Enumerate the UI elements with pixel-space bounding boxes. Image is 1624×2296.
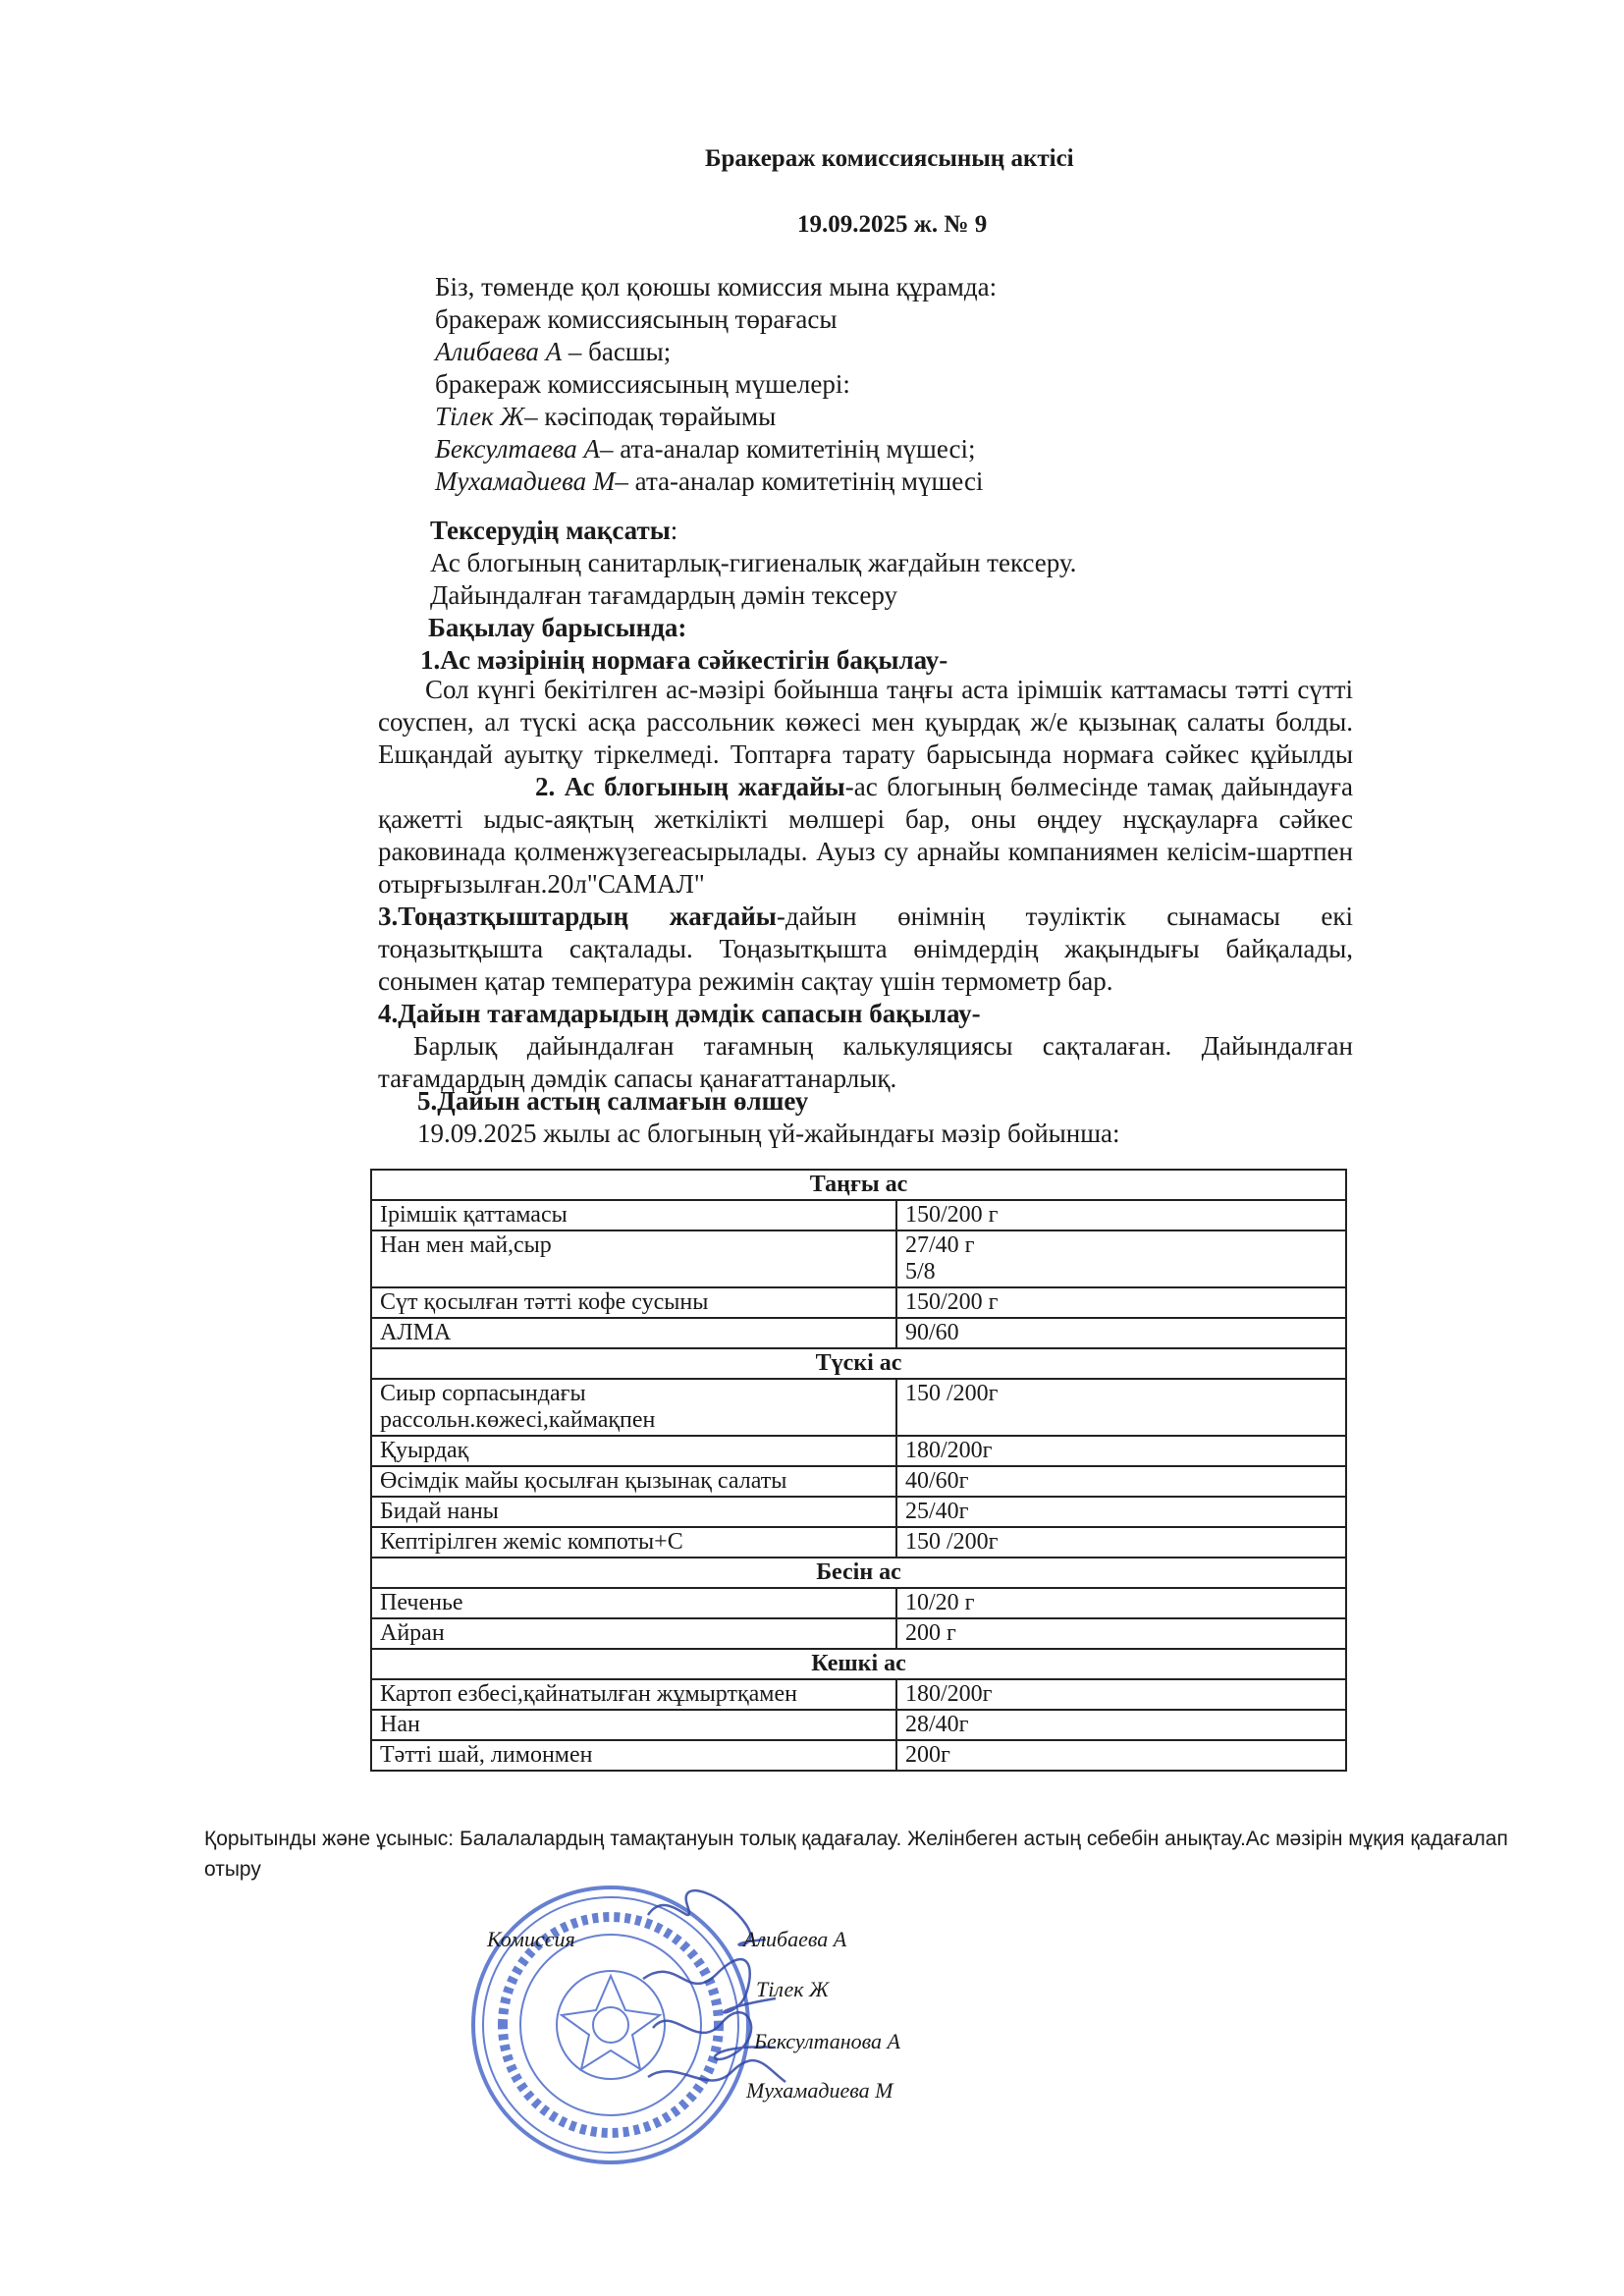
purpose-colon: :: [670, 516, 678, 545]
section1-heading: 1.Ас мәзірінің нормаға сәйкестігін бақылау-: [420, 645, 948, 675]
amount-cell: 150/200 г: [896, 1287, 1346, 1318]
amount-cell: 200 г: [896, 1618, 1346, 1649]
members-label: бракераж комиссиясының мүшелері:: [435, 369, 850, 399]
conclusion-line: Қорытынды және ұсыныс: Балалалардың тамақтануын толық қадағалау. Желінбеген астың себебін анықтау.Ас мәзірін мұқия қадағалап: [204, 1828, 1508, 1850]
section5-text: 19.09.2025 жылы ас блогының үй-жайындағы мәзір бойынша:: [417, 1119, 1120, 1148]
section2-heading: 2. Ас блогының жағдайы: [535, 772, 845, 801]
member-line: [435, 433, 975, 465]
amount-cell: 180/200г: [896, 1436, 1346, 1466]
chair-role: – басшы;: [562, 337, 672, 366]
member-role: – ата-аналар комитетінің мүшесі: [615, 466, 984, 496]
dish-cell: Нан мен май,сыр: [371, 1230, 896, 1287]
dish-cell: Өсімдік майы қосылған қызынақ салаты: [371, 1466, 896, 1497]
section-row: [371, 1558, 1346, 1588]
observation-heading: Бақылау барысында:: [428, 613, 687, 642]
committee-intro: Біз, төменде қол қоюшы комиссия мына құрамда:: [435, 272, 998, 301]
dish-cell: Қуырдақ: [371, 1436, 896, 1466]
amount-cell: [896, 1230, 1346, 1287]
dish-line: рассольн.көжесі,каймақпен: [380, 1407, 656, 1433]
chair-name: Алибаева А: [435, 337, 563, 366]
member-line: [435, 465, 983, 498]
conclusion-line: отыру: [204, 1858, 261, 1881]
amount-cell: 28/40г: [896, 1710, 1346, 1740]
section-title: Кешкі ас: [371, 1649, 1346, 1679]
amount-line: 5/8: [905, 1259, 936, 1285]
table-row: [371, 1200, 1346, 1230]
purpose-item: Ас блогының санитарлық-гигиеналық жағдайын тексеру.: [430, 548, 1077, 577]
dish-cell: Печенье: [371, 1588, 896, 1618]
table-row: [371, 1466, 1346, 1497]
table-row: [371, 1436, 1346, 1466]
dish-line: Сиыр сорпасындағы: [380, 1381, 586, 1406]
section-title: Бесін ас: [371, 1558, 1346, 1588]
dish-cell: [371, 1379, 896, 1436]
dish-cell: Нан: [371, 1710, 896, 1740]
section-title: Түскі ас: [371, 1348, 1346, 1379]
section3-heading: 3.Тоңазтқыштардың жағдайы: [378, 902, 777, 931]
dish-cell: Айран: [371, 1618, 896, 1649]
signature-label: Комиссия: [487, 1927, 575, 1951]
section-row: [371, 1649, 1346, 1679]
signature-name: Бексултанова А: [754, 2029, 900, 2053]
section3-text: -дайын өнімнің тәуліктік сынамасы екі тоңазытқышта сақталады. Тоңазытқышта өнімдердің жақындығы байқалады, сонымен қатар температура режимін сақтау үшін термометр бар.: [378, 902, 1353, 996]
dish-cell: Ірімшік қаттамасы: [371, 1200, 896, 1230]
amount-cell: 150 /200г: [896, 1379, 1346, 1436]
purpose-heading: Тексерудің мақсаты: [430, 516, 671, 545]
signature-name: Тілек Ж: [756, 1977, 830, 2001]
purpose-item: Дайындалған тағамдардың дәмін тексеру: [430, 580, 898, 610]
amount-cell: 150/200 г: [896, 1200, 1346, 1230]
section-row: [371, 1170, 1346, 1200]
document-title: Бракераж комиссиясының актісі: [705, 145, 1074, 172]
member-name: Мухамадиева М: [435, 466, 616, 496]
table-row: [371, 1318, 1346, 1348]
section5-heading: 5.Дайын астың салмағын өлшеу: [417, 1086, 809, 1116]
section4-heading: 4.Дайын тағамдарыдың дәмдік сапасын бақылау-: [378, 999, 981, 1028]
amount-cell: 25/40г: [896, 1497, 1346, 1527]
section-row: [371, 1348, 1346, 1379]
amount-cell: 150 /200г: [896, 1527, 1346, 1558]
amount-line: 27/40 г: [905, 1232, 975, 1258]
document-date-number: 19.09.2025 ж. № 9: [797, 211, 988, 238]
member-role: – кәсіподақ төрайымы: [524, 402, 777, 431]
signature-name: Мухамадиева М: [746, 2078, 893, 2103]
section1-text: Сол күнгі бекітілген ас-мәзірі бойынша таңғы аста ірімшік каттамасы тәтті сүтті соуспен, ал түскі асқа рассольник көжесі мен қуырдақ ж/е қызынақ салаты болды. Ешқандай ауытқу тіркелмеді. Топтарға тарату барысында нормаға сәйкес құйылды: [378, 675, 1353, 769]
member-role: – ата-аналар комитетінің мүшесі;: [599, 434, 976, 464]
purpose-heading-line: [430, 515, 677, 547]
dish-cell: Кептірілген жеміс компоты+С: [371, 1527, 896, 1558]
table-row: [371, 1287, 1346, 1318]
dish-cell: Тәтті шай, лимонмен: [371, 1740, 896, 1771]
dish-cell: АЛМА: [371, 1318, 896, 1348]
table-row: [371, 1618, 1346, 1649]
table-row: [371, 1379, 1346, 1436]
table-row: [371, 1527, 1346, 1558]
table-row: [371, 1679, 1346, 1710]
table-row: [371, 1740, 1346, 1771]
dish-cell: Картоп езбесі,қайнатылған жұмыртқамен: [371, 1679, 896, 1710]
amount-cell: 40/60г: [896, 1466, 1346, 1497]
amount-cell: 200г: [896, 1740, 1346, 1771]
member-name: Тілек Ж: [435, 402, 525, 431]
dish-cell: Бидай наны: [371, 1497, 896, 1527]
chair-label: бракераж комиссиясының төрағасы: [435, 304, 838, 334]
section4-text: Барлық дайындалған тағамның калькуляциясы сақталаған. Дайындалған тағамдардың дәмдік сапасы қанағаттанарлық.: [378, 1031, 1353, 1093]
amount-cell: 10/20 г: [896, 1588, 1346, 1618]
menu-table: [370, 1169, 1347, 1772]
table-row: [371, 1588, 1346, 1618]
observation-paragraph: [378, 674, 1353, 901]
table-row: [371, 1230, 1346, 1287]
section2-text: -ас блогының бөлмесінде тамақ дайындауға қажетті ыдыс-аяқтың жеткілікті мөлшері бар, оны өңдеу нұсқауларға сәйкес раковинада қолменжүзегеасырылады. Ауыз су арнайы компаниямен келісім-шартпен отырғызылған.20л"САМАЛ": [378, 772, 1353, 899]
table-row: [371, 1497, 1346, 1527]
amount-cell: 90/60: [896, 1318, 1346, 1348]
dish-cell: Сүт қосылған тәтті кофе сусыны: [371, 1287, 896, 1318]
section-title: Таңғы ас: [371, 1170, 1346, 1200]
signature-name: Алибаева А: [743, 1927, 847, 1951]
chair-line: [435, 336, 671, 368]
member-name: Бексултаева А: [435, 434, 600, 464]
table-row: [371, 1710, 1346, 1740]
amount-cell: 180/200г: [896, 1679, 1346, 1710]
section3-paragraph: [378, 901, 1353, 998]
member-line: [435, 401, 776, 433]
